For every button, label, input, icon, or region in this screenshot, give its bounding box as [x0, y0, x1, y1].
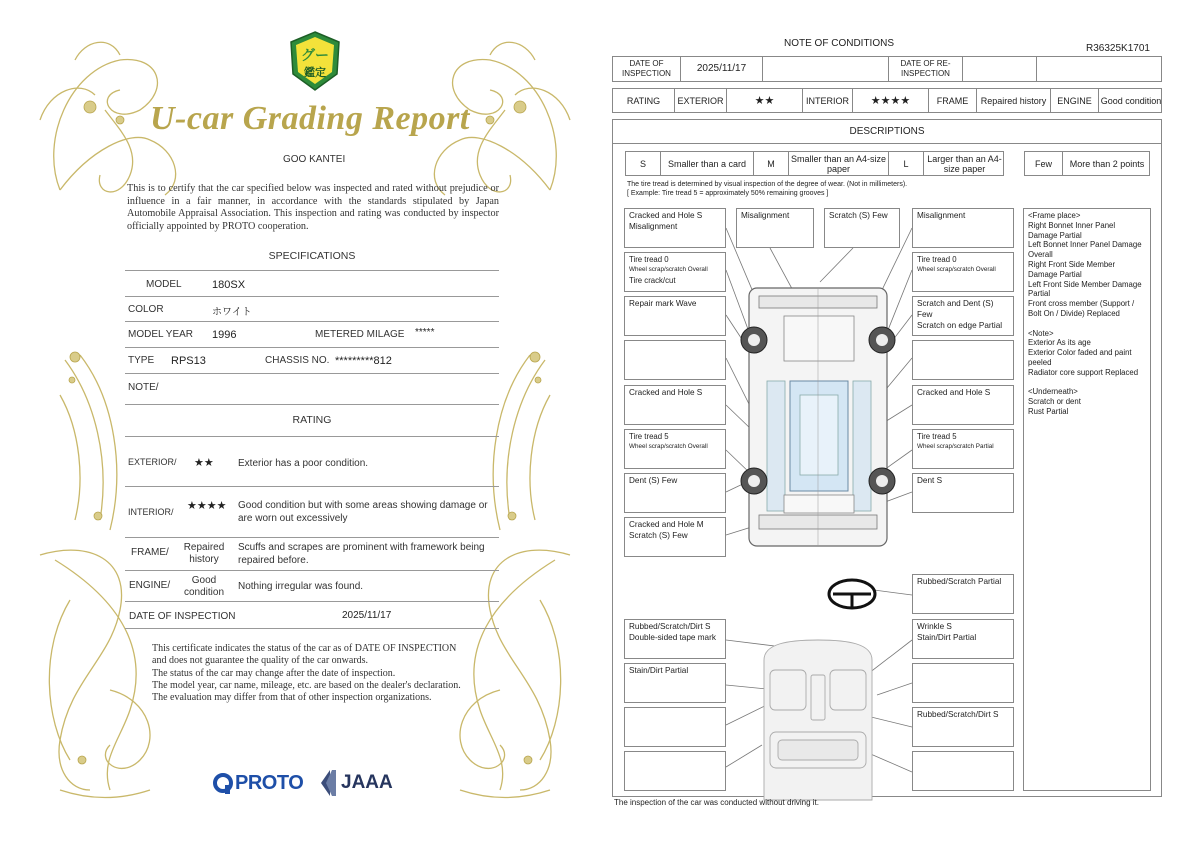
engine-value: Good condition [183, 575, 225, 598]
condition-box-left: Cracked and Hole S [624, 385, 726, 425]
condition-box-hood-right: Scratch (S) Few [824, 208, 900, 248]
condition-box-right-tire-rear [912, 429, 1014, 469]
tire-condition-line: Wheel scrap/scratch Overall [629, 266, 708, 273]
frame-label: FRAME/ [131, 547, 169, 558]
divider [125, 436, 499, 437]
condition-box-left-tire-front [624, 252, 726, 292]
model-value: 180SX [212, 279, 246, 291]
condition-box-right: Dent S [912, 473, 1014, 513]
tire-condition-line: Wheel scrap/scratch Overall [917, 266, 996, 273]
frame-label: FRAME [929, 89, 977, 112]
tire-condition-line: Wheel scrap/scratch Partial [917, 443, 994, 450]
interior-label: INTERIOR [803, 89, 853, 112]
interior-diagram [764, 640, 872, 800]
interior-box-right-empty [912, 663, 1014, 703]
type-value: RPS13 [171, 355, 206, 367]
model-year-value: 1996 [212, 329, 237, 341]
interior-stars: ★★★★ [187, 500, 227, 512]
disclaimer-line: The evaluation may differ from that of other inspection organizations. [152, 692, 432, 704]
condition-notes: <Frame place> Right Bonnet Inner Panel Damage Partial Left Bonnet Inner Panel Damage Overall Right Front Side Member Damage Partial Left Front Side Member Damage Partial Front cross member (Support / Bolt On / Divide) Replaced <Note> Exterior As its age Exterior Color faded and paint peeled Radiator core support Replaced <Underneath> Scratch or dent Rust Partial [1023, 208, 1151, 791]
frame-value: Repaired history [183, 542, 225, 565]
legend-description: More than 2 points [1069, 158, 1145, 169]
reference-number: R36325K1701 [1086, 43, 1150, 54]
rating-label: RATING [613, 89, 675, 112]
divider [125, 373, 499, 374]
frame-description: Scuffs and scrapes are prominent with framework being repaired before. [238, 542, 485, 566]
interior-box-right: Wrinkle S Stain/Dirt Partial [912, 619, 1014, 659]
condition-box-right: Scratch and Dent (S) Few Scratch on edge Partial [912, 296, 1014, 336]
condition-box-left: Dent (S) Few [624, 473, 726, 513]
proto-mark-icon [212, 771, 234, 795]
disclaimer-line: The model year, car name, mileage, etc. are based on the dealer's declaration. [152, 679, 461, 691]
engine-description: Nothing irregular was found. [238, 581, 364, 592]
disclaimer-line: The status of the car may change after the date of inspection. [152, 667, 396, 679]
rating-heading: RATING [292, 414, 332, 426]
condition-box-left-tire-rear [624, 429, 726, 469]
condition-box-right-tire-front [912, 252, 1014, 292]
condition-box-left: Cracked and Hole S Misalignment [624, 208, 726, 248]
svg-text:鑑定: 鑑定 [304, 66, 326, 79]
note-label: NOTE/ [128, 382, 159, 393]
tire-condition-line: Tire tread 5 [629, 432, 669, 441]
condition-box-right: Cracked and Hole S [912, 385, 1014, 425]
steering-wheel-icon [829, 580, 875, 608]
descriptions-heading: DESCRIPTIONS [612, 119, 1162, 144]
tire-condition-line: Tire tread 0 [917, 255, 957, 264]
exterior-label: EXTERIOR/ [128, 457, 177, 467]
divider [125, 601, 499, 602]
divider [125, 570, 499, 571]
jaaa-mark-icon [318, 769, 338, 797]
model-label: MODEL [146, 279, 182, 290]
divider [125, 537, 499, 538]
color-label: COLOR [128, 304, 164, 315]
tire-condition-line: Tire crack/cut [629, 276, 676, 285]
legend-key: Few [1025, 152, 1063, 175]
certificate-intro: This is to certify that the car specified below was inspected and rated without prejudice or influence in a fair manner, in accordance with the standards stipulated by Japan Automobile Appraisal Association. This inspection and rating was conducted by inspector officially appointed by PROTO cooperation. [127, 183, 499, 232]
legend-description: Smaller than an A4-size paper [789, 152, 889, 175]
interior-rating: ★★★★ [853, 89, 929, 112]
legend-key: M [754, 152, 789, 175]
condition-box-hood-left: Misalignment [736, 208, 814, 248]
legend-description: Larger than an A4-size paper [927, 153, 1002, 174]
legend-key: L [889, 152, 924, 175]
interior-description: Good condition but with some areas showing damage or are worn out excessively [238, 500, 488, 524]
divider [125, 347, 499, 348]
specifications-heading: SPECIFICATIONS [268, 250, 356, 262]
interior-box-right: Rubbed/Scratch Partial [912, 574, 1014, 614]
divider [125, 270, 499, 271]
condition-box-left-empty [624, 340, 726, 380]
divider [125, 321, 499, 322]
interior-box-left-empty [624, 751, 726, 791]
date-of-inspection-value: 2025/11/17 [681, 57, 763, 81]
tire-condition-line: Tire tread 0 [629, 255, 669, 264]
interior-box-left-empty [624, 707, 726, 747]
chassis-value: *********812 [335, 355, 392, 367]
condition-box-right-empty [912, 340, 1014, 380]
jaaa-logo-text: JAAA [341, 772, 393, 793]
sheet-title: NOTE OF CONDITIONS [784, 38, 894, 49]
divider [125, 628, 499, 629]
interior-box-left: Stain/Dirt Partial [624, 663, 726, 703]
metered-mileage-label: METERED MILAGE [315, 329, 405, 340]
date-of-reinspection-label: DATE OF RE-INSPECTION [889, 57, 963, 81]
footer-note: The inspection of the car was conducted without driving it. [614, 798, 819, 807]
exterior-stars: ★★ [194, 457, 214, 469]
divider [125, 404, 499, 405]
tire-condition-line: Tire tread 5 [917, 432, 957, 441]
legend-description: Smaller than a card [661, 152, 754, 175]
engine-label: ENGINE/ [129, 580, 171, 591]
tread-note-line: [ Example: Tire tread 5 = approximately 50% remaining grooves ] [627, 190, 829, 197]
divider [125, 486, 499, 487]
engine-value: Good condition [1100, 95, 1162, 106]
metered-mileage-value: ***** [415, 327, 435, 338]
exterior-description: Exterior has a poor condition. [238, 458, 369, 469]
interior-box-right-empty [912, 751, 1014, 791]
engine-label: ENGINE [1051, 89, 1099, 112]
note-of-conditions-sheet [612, 0, 1200, 848]
frame-value: Repaired history [977, 89, 1051, 112]
type-label: TYPE [128, 355, 155, 366]
tread-note-line: The tire tread is determined by visual inspection of the degree of wear. (Not in millimeters). [627, 181, 908, 188]
model-year-label: MODEL YEAR [128, 329, 194, 340]
proto-logo-text: PROTO [235, 771, 304, 794]
color-value: ホワイト [212, 307, 252, 318]
disclaimer-line: This certificate indicates the status of the car as of DATE OF INSPECTION and does not guarantee the quality of the car onwards. [152, 643, 457, 667]
certificate-subtitle: GOO KANTEI [283, 154, 346, 165]
jaaa-logo [318, 768, 393, 798]
condition-box-left: Repair mark Wave [624, 296, 726, 336]
disclaimer [152, 643, 472, 704]
car-top-view [749, 288, 887, 546]
goo-kantei-logo [287, 30, 343, 92]
condition-box-left: Cracked and Hole M Scratch (S) Few [624, 517, 726, 557]
certificate-title: U-car Grading Report [150, 100, 470, 137]
interior-box-left: Rubbed/Scratch/Dirt S Double-sided tape mark [624, 619, 726, 659]
tire-condition-line: Wheel scrap/scratch Overall [629, 443, 708, 450]
condition-box-right: Misalignment [912, 208, 1014, 248]
date-of-inspection-label: DATE OF INSPECTION [129, 611, 236, 622]
chassis-label: CHASSIS NO. [265, 355, 330, 366]
interior-label: INTERIOR/ [128, 507, 174, 517]
proto-logo [212, 768, 303, 798]
svg-text:グー: グー [301, 47, 329, 63]
exterior-rating: ★★ [727, 89, 803, 112]
exterior-label: EXTERIOR [675, 89, 727, 112]
date-of-inspection-value: 2025/11/17 [342, 610, 392, 621]
divider [125, 296, 499, 297]
interior-box-right: Rubbed/Scratch/Dirt S [912, 707, 1014, 747]
date-of-inspection-label: DATE OF INSPECTION [613, 57, 681, 81]
legend-key: S [626, 152, 661, 175]
